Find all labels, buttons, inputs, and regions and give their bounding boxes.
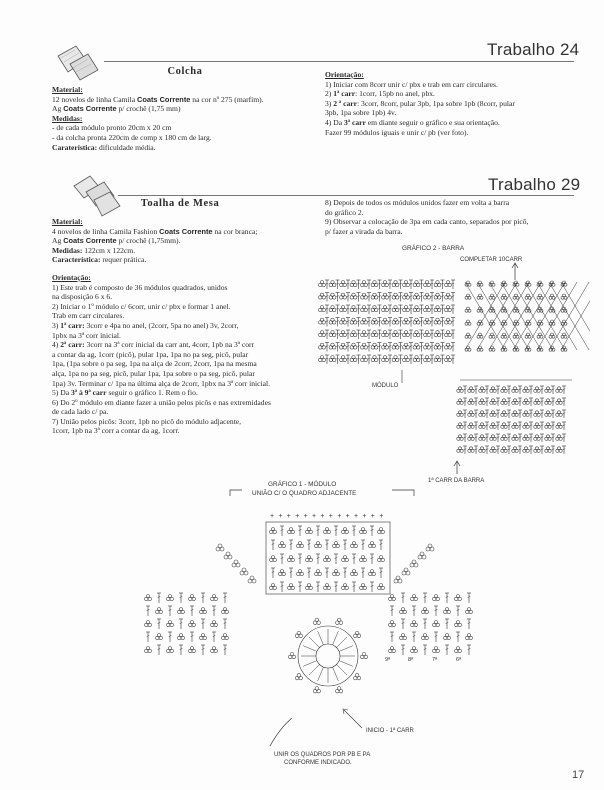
line-label: Material:: [52, 85, 83, 94]
text-line: [52, 292, 324, 302]
svg-text:+: +: [320, 513, 325, 520]
line-text: 3): [325, 98, 334, 108]
text-line: [52, 321, 324, 331]
toalha-instructions-text: [52, 217, 324, 436]
line-text: 5) Da: [52, 388, 71, 398]
line-text: na disposição 6 x 6.: [52, 292, 113, 302]
chart1-title: GRÁFICO 1 - MÓDULO: [268, 481, 337, 488]
text-line: [52, 388, 324, 398]
line-text: - da colcha pronta 220cm de comp x 180 cm de larg.: [52, 132, 212, 142]
chart1-bottom-note-2: CONFORME INDICADO.: [284, 760, 352, 766]
text-line: [325, 118, 595, 128]
text-line: [52, 379, 324, 389]
svg-text:+: +: [295, 513, 300, 520]
colcha-material-text: [52, 85, 327, 152]
line-text: na cor branca;: [212, 226, 258, 236]
svg-text:+: +: [370, 513, 375, 520]
svg-text:+: +: [354, 513, 359, 520]
line-text: 6) Do 2º módulo em diante fazer a união pelos picôs e nas extremidades: [52, 397, 271, 407]
line-text: : 3corr, 8corr, pular 3pb, 1pa sobre 1pb (8corr, pular: [357, 98, 515, 108]
svg-text:+: +: [278, 513, 283, 520]
text-line: [325, 70, 595, 80]
line-label: Medidas:: [52, 245, 83, 255]
text-line: [52, 331, 324, 341]
text-line: [52, 283, 324, 293]
text-line: [52, 246, 324, 256]
line-text: de cada lado c/ pa.: [52, 407, 109, 417]
text-line: [52, 417, 324, 427]
svg-text:+: +: [286, 513, 291, 520]
chart1-stitch-body: [145, 513, 473, 728]
chart2-note-top: COMPLETAR 10CARR: [460, 257, 523, 263]
line-label: Medidas:: [52, 113, 83, 123]
heading-colcha: Colcha: [167, 66, 203, 77]
line-text: 7) União pelos picôs: 3corr, 1pb no picô do módulo adjacente,: [52, 416, 242, 426]
row-number-7: 7ª: [432, 657, 438, 663]
line-text: 8) Depois de todos os módulos unidos fazer em volta a barra: [325, 198, 510, 207]
line-text: Trab em carr circulares.: [52, 311, 125, 321]
svg-text:+: +: [337, 513, 342, 520]
row-number-9: 9ª: [385, 657, 391, 663]
brand-name: Coats Corrente: [63, 104, 117, 114]
line-text: na cor nº 275 (marfim).: [190, 94, 264, 104]
svg-text:+: +: [362, 513, 367, 520]
svg-text:+: +: [270, 513, 275, 520]
page-number: 17: [572, 769, 585, 781]
text-line: [52, 255, 324, 265]
text-line: [325, 208, 595, 218]
line-text: 1) Este trab é composto de 36 módulos quadrados, unidos: [52, 282, 228, 292]
text-line: [325, 89, 595, 99]
svg-text:+: +: [345, 513, 350, 520]
line-text: Ag: [52, 236, 64, 246]
line-text: p/ fazer a virada da barra.: [325, 226, 403, 236]
text-line: [52, 398, 324, 408]
section-title-29: Trabalho 29: [488, 175, 581, 194]
pillow-photo-icon: [52, 40, 102, 86]
line-text: : 1corr, 15pb no anel, pbx.: [355, 89, 435, 99]
line-text: p/ crochê (1,75mm).: [116, 236, 181, 246]
line-text: seguir o gráfico 1. Rem o fio.: [106, 388, 198, 398]
line-text: p/ crochê (1,75 mm): [116, 104, 181, 114]
svg-text:+: +: [379, 513, 384, 520]
line-text: 3pb, 1pa sobre 1pb) 4v.: [325, 108, 397, 118]
chart1-bottom-note-1: UNIR OS QUADROS POR PB E PA: [274, 752, 371, 758]
line-text: Ag: [52, 104, 64, 114]
text-line: [325, 217, 595, 227]
line-text: 1corr, 1pb na 3ª corr a contar da ag, 1corr.: [52, 426, 180, 436]
brand-name: Coats Corrente: [137, 94, 191, 104]
line-text: 12 novelos de linha Camila: [52, 94, 137, 104]
line-text: 122cm x 122cm.: [82, 245, 136, 255]
line-label: 3ª à 9ª carr: [70, 388, 107, 398]
text-line: [52, 302, 324, 312]
brand-name: Coats Corrente: [159, 226, 213, 236]
line-text: 1) Iniciar com 8corr unir c/ pbx e trab em carr circulares.: [325, 79, 498, 89]
chart2-label-module: MÓDULO: [372, 383, 399, 389]
title-rule-29: [118, 195, 574, 196]
line-text: 9) Observar a colocação de 3pa em cada canto, separados por picô,: [325, 217, 529, 227]
chart1-start-label: INICIO - 1ª CARR: [366, 728, 414, 734]
text-line: [325, 80, 595, 90]
line-label: Característica:: [52, 255, 101, 265]
text-line: [325, 108, 595, 118]
line-label: 1ª carr: [333, 89, 356, 99]
line-text: dificuldade média.: [97, 142, 156, 152]
section-title-24: Trabalho 24: [487, 40, 580, 59]
text-line: [52, 143, 327, 153]
chart2-stitch-grid: [319, 280, 590, 454]
chart1-subtitle: UNIÃO C/ O QUADRO ADJACENTE: [252, 490, 357, 497]
line-label: Orientação:: [325, 70, 364, 79]
line-label: 2 ª carr: [333, 98, 358, 108]
line-text: a contar da ag, 1corr (picô), pular 1pa, 1pa no pa seg, picô, pular: [52, 349, 249, 359]
text-line: [52, 236, 324, 246]
colcha-orientation-text: [325, 70, 595, 137]
line-text: 1pbx na 3ª corr inicial.: [52, 330, 121, 340]
line-text: 4): [52, 340, 61, 350]
text-line: [52, 273, 324, 283]
line-text: 3corr e 4pa no anel, (2corr, 5pa no anel) 3v, 2corr,: [84, 320, 239, 330]
title-rule-24: [104, 61, 574, 62]
svg-text:+: +: [303, 513, 308, 520]
row-number-8: 8ª: [408, 657, 414, 663]
line-text: 3corr na 3ª corr inicial da carr ant, 4corr, 1pb na 3ª corr: [84, 340, 255, 350]
line-label: Caraterística:: [52, 142, 98, 152]
heading-toalha: Toalha de Mesa: [140, 198, 220, 209]
text-line: [52, 340, 324, 350]
brand-name: Coats Corrente: [63, 236, 117, 246]
text-line: [325, 128, 595, 138]
line-text: em diante seguir o gráfico e sua orientação.: [365, 117, 500, 127]
line-label: 2ª carr:: [60, 340, 85, 350]
line-text: 4 novelos de linha Camila Fashion: [52, 226, 160, 236]
text-line: [52, 133, 327, 143]
text-line: [52, 95, 327, 105]
text-line: [52, 350, 324, 360]
line-text: 4) Da: [325, 117, 344, 127]
text-line: [52, 359, 324, 369]
text-line: [52, 265, 324, 273]
line-label: 3ª carr: [343, 117, 366, 127]
text-line: [325, 198, 595, 208]
text-line: [52, 311, 324, 321]
line-text: 2): [325, 89, 334, 99]
chart2-label-bottom: 1ª CARR DA BARRA: [428, 478, 485, 484]
line-text: requer prática.: [100, 255, 147, 265]
line-label: 1ª carr:: [60, 320, 85, 330]
svg-text:+: +: [328, 513, 333, 520]
svg-text:+: +: [312, 513, 317, 520]
line-text: 3): [52, 320, 61, 330]
chart2-barra-diagram: [310, 240, 590, 490]
text-line: [52, 369, 324, 379]
text-line: [52, 114, 327, 124]
row-number-6: 6ª: [456, 657, 462, 663]
chart1-module-diagram: [130, 478, 530, 778]
text-line: [52, 407, 324, 417]
line-text: alça, 1pa no pa seg, picô, pular 1pa, 1pa sobre o pa seg, picô, pular: [52, 368, 255, 378]
toalha-orientation-cont-text: [325, 198, 595, 236]
text-line: [325, 227, 595, 237]
line-text: 1pa, (1pa sobre o pa seg, 1pa na alça de 2corr, 2corr, 1pa na mesma: [52, 359, 257, 369]
text-line: [325, 99, 595, 109]
tablecloth-photo-icon: [70, 172, 122, 218]
text-line: [52, 227, 324, 237]
line-text: 2) Iniciar o 1º módulo c/ 6corr, unir c/ pbx e formar 1 anel.: [52, 301, 231, 311]
text-line: [52, 217, 324, 227]
line-label: Orientação:: [52, 272, 91, 282]
line-text: do gráfico 2.: [325, 207, 364, 217]
line-text: Fazer 99 módulos iguais e unir c/ pb (ver foto).: [325, 127, 469, 137]
text-line: [52, 426, 324, 436]
line-text: - de cada módulo pronto 20cm x 20 cm: [52, 123, 172, 133]
text-line: [52, 85, 327, 95]
line-text: 1pa) 3v. Terminar c/ 1pa na última alça de 2corr, 1pbx na 3ª corr inicial.: [52, 378, 271, 388]
text-line: [52, 123, 327, 133]
line-label: Material:: [52, 217, 83, 226]
text-line: [52, 104, 327, 114]
chart2-title: GRÁFICO 2 - BARRA: [402, 245, 465, 252]
